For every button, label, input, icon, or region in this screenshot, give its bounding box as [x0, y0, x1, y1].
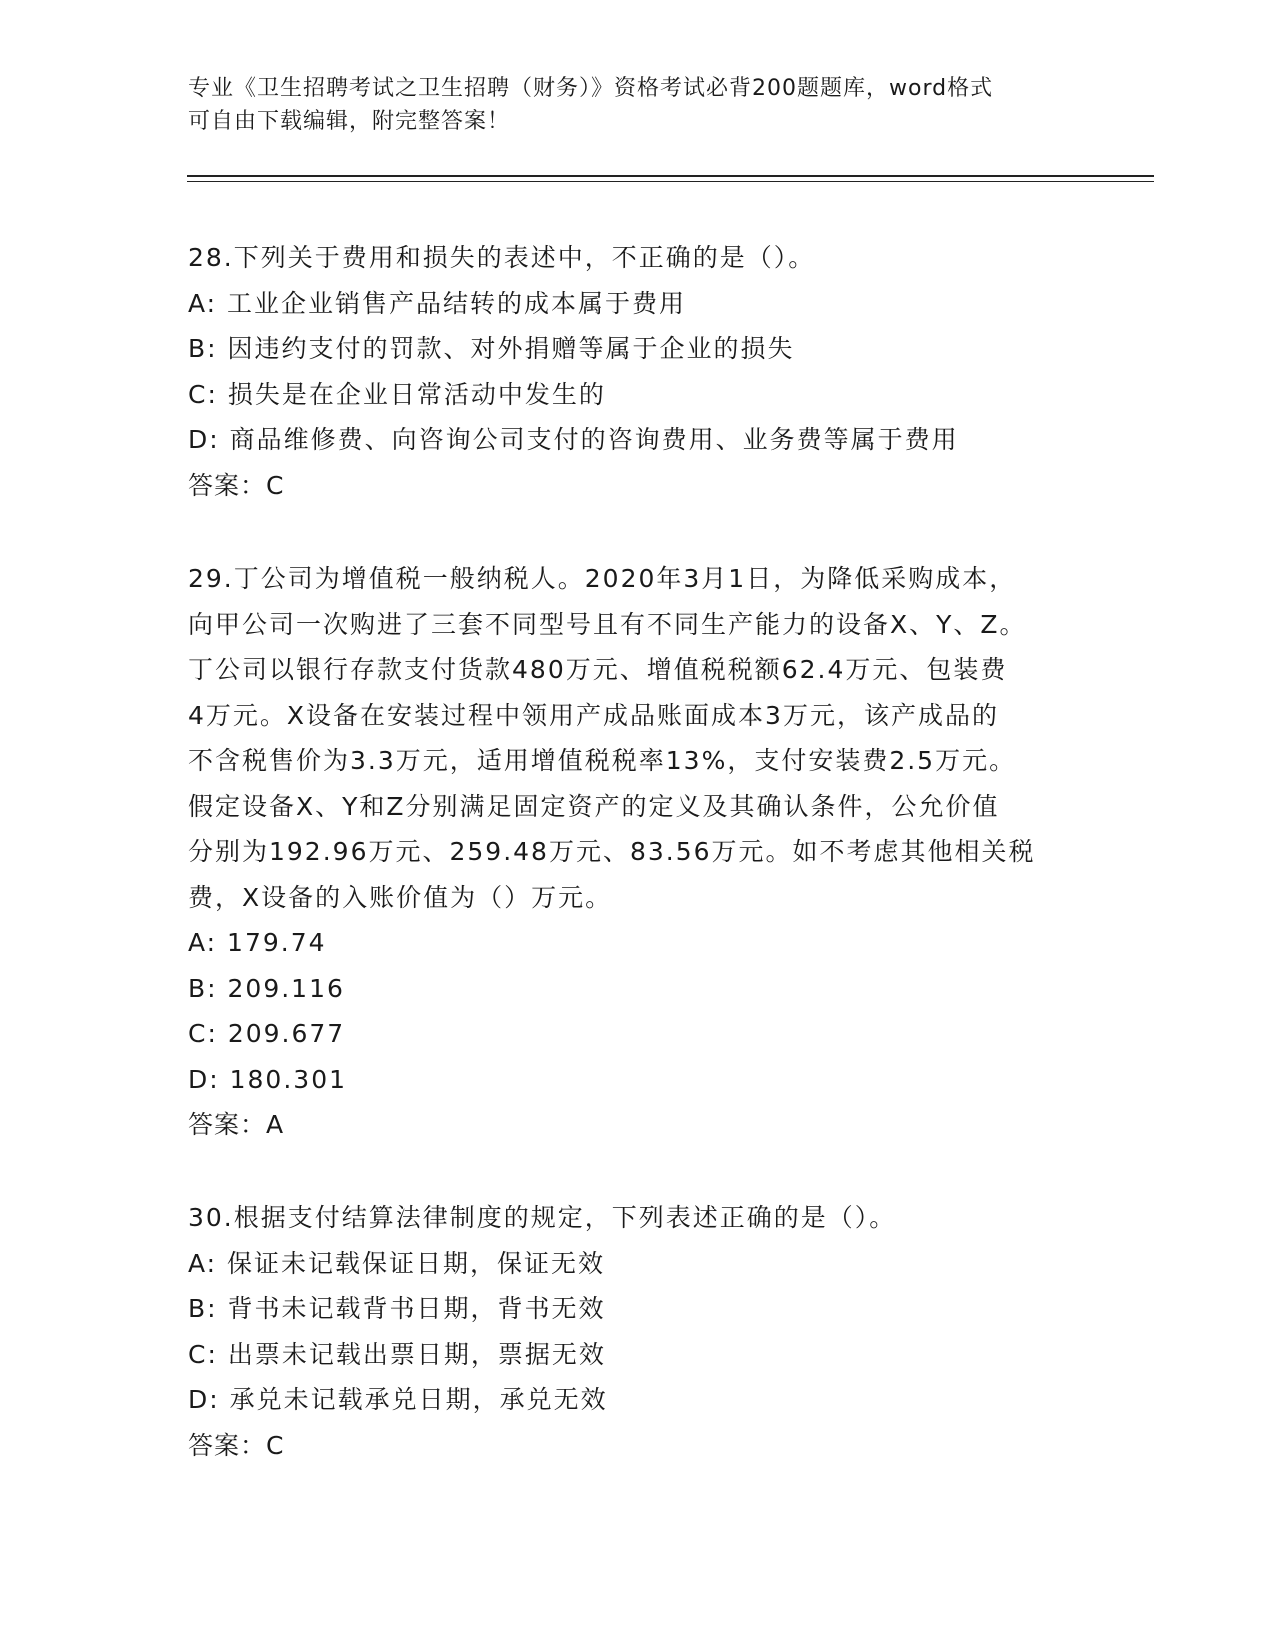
option-c: C: 损失是在企业日常活动中发生的 — [188, 379, 606, 409]
question-stem-line: 29.丁公司为增值税一般纳税人。2020年3月1日，为降低采购成本， — [188, 564, 1017, 593]
option-d: D: 180.301 — [188, 1064, 348, 1094]
question-29 — [188, 556, 1088, 1148]
header-divider-thin — [187, 181, 1154, 182]
question-stem-line: 28.下列关于费用和损失的表述中，不正确的是（）。 — [188, 243, 816, 272]
option-a: A: 工业企业销售产品结转的成本属于费用 — [188, 288, 687, 318]
option-c: C: 209.677 — [188, 1019, 346, 1048]
question-stem-line: 分别为192.96万元、259.48万元、83.56万元。如不考虑其他相关税 — [188, 837, 1036, 866]
question-stem-line: 30.根据支付结算法律制度的规定，下列表述正确的是（）。 — [188, 1203, 897, 1232]
question-stem-line: 费，X设备的入账价值为（）万元。 — [188, 882, 613, 912]
option-d: D: 承兑未记载承兑日期，承兑无效 — [188, 1385, 608, 1414]
question-stem-line: 丁公司以银行存款支付货款480万元、增值税税额62.4万元、包装费 — [188, 655, 1008, 684]
header-divider-thick — [187, 175, 1154, 177]
answer-line: 答案：A — [188, 1110, 285, 1139]
question-28 — [188, 235, 1088, 508]
header-line-1: 专业《卫生招聘考试之卫生招聘（财务）》资格考试必背200题题库，word格式 — [188, 76, 994, 101]
option-b: B: 背书未记载背书日期，背书无效 — [188, 1294, 606, 1323]
question-stem-line: 假定设备X、Y和Z分别满足固定资产的定义及其确认条件，公允价值 — [188, 791, 1000, 821]
question-stem-line: 不含税售价为3.3万元，适用增值税税率13%，支付安装费2.5万元。 — [188, 746, 1017, 775]
option-c: C: 出票未记载出票日期，票据无效 — [188, 1339, 606, 1369]
question-30 — [188, 1195, 1088, 1468]
option-d: D: 商品维修费、向咨询公司支付的咨询费用、业务费等属于费用 — [188, 425, 959, 454]
answer-line: 答案：C — [188, 1430, 285, 1460]
option-b: B: 209.116 — [188, 973, 345, 1003]
answer-line: 答案：C — [188, 470, 285, 500]
header-line-2: 可自由下载编辑，附完整答案！ — [188, 109, 511, 134]
document-header — [188, 72, 1088, 138]
option-a: A: 保证未记载保证日期，保证无效 — [188, 1248, 606, 1278]
option-b: B: 因违约支付的罚款、对外捐赠等属于企业的损失 — [188, 334, 795, 363]
question-stem-line: 4万元。X设备在安装过程中领用产成品账面成本3万元，该产成品的 — [188, 700, 999, 730]
option-a: A: 179.74 — [188, 928, 327, 957]
question-stem-line: 向甲公司一次购进了三套不同型号且有不同生产能力的设备X、Y、Z。 — [188, 609, 1027, 639]
